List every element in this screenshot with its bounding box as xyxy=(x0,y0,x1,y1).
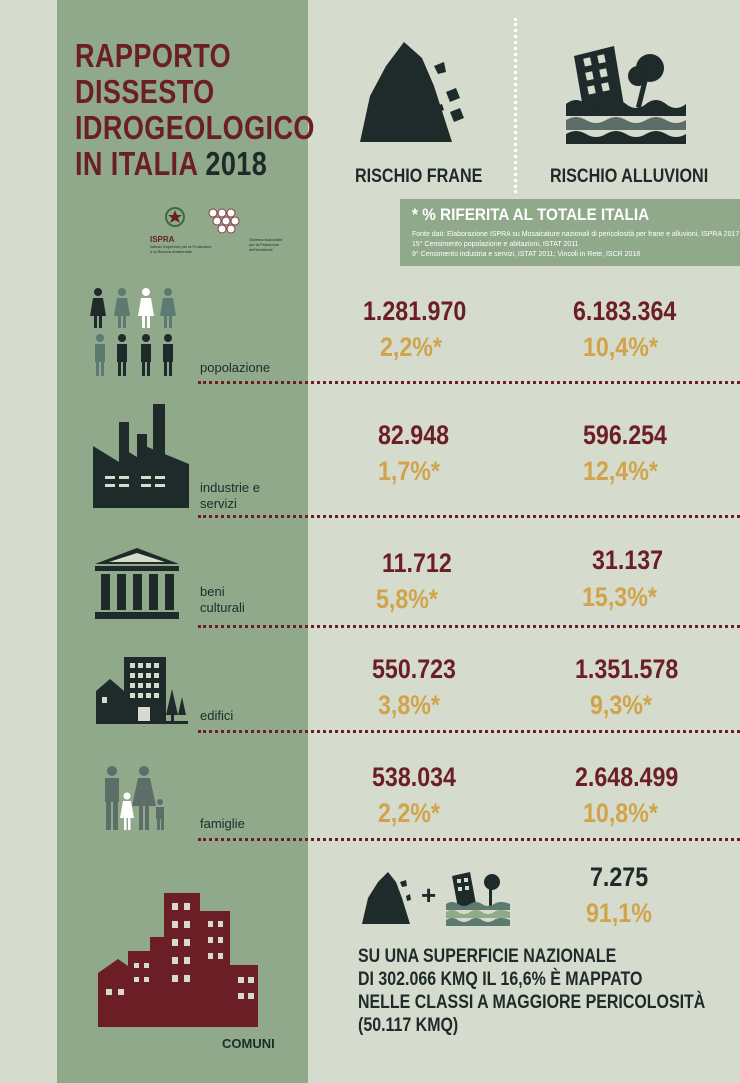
comuni-label: COMUNI xyxy=(222,1036,275,1051)
row-label-famiglie xyxy=(200,816,245,832)
frane-pct-beni: 5,8%* xyxy=(376,584,438,614)
title-line-3: IDROGEOLOGICO xyxy=(75,109,315,146)
alluvioni-value-beni: 31.137 xyxy=(592,545,664,575)
row-label-line: industrie e xyxy=(200,480,260,495)
frane-value-famiglie: 538.034 xyxy=(372,762,456,792)
column-header-frane: RISCHIO FRANE xyxy=(355,166,483,187)
alluvioni-pct-beni: 15,3%* xyxy=(582,582,657,612)
note-source-1: Fonte dati: Elaborazione ISPRA su Mosaicature nazionali di pericolosità per frane e alluvioni, ISPRA 2017 xyxy=(412,231,740,238)
ispra-name: ISPRA xyxy=(150,235,175,244)
title-line-1: RAPPORTO xyxy=(75,37,232,74)
frane-value-edifici: 550.723 xyxy=(372,654,456,684)
row-separator xyxy=(198,625,740,628)
row-separator xyxy=(198,730,740,733)
row-separator xyxy=(198,381,740,384)
row-label-line: culturali xyxy=(200,600,245,615)
title-year: 2018 xyxy=(205,145,268,182)
landslide-icon xyxy=(360,868,412,926)
factory-icon xyxy=(93,404,189,508)
row-label-line: edifici xyxy=(200,708,234,723)
temple-icon xyxy=(95,548,179,620)
ispra-sub-1: Istituto Superiore per la Protezione xyxy=(150,244,212,249)
flood-icon xyxy=(566,46,686,144)
summary-line-3: NELLE CLASSI A MAGGIORE PERICOLOSITÀ xyxy=(358,992,706,1013)
alluvioni-value-industrie: 596.254 xyxy=(583,420,667,450)
frane-value-popolazione: 1.281.970 xyxy=(363,296,467,326)
note-source-3: 9° Censimento industria e servizi, ISTAT 2011; Vincoli in Rete, ISCR 2018 xyxy=(412,251,641,258)
row-label-popolazione xyxy=(200,360,270,376)
summary-text xyxy=(358,945,711,1037)
row-separator xyxy=(198,515,740,518)
alluvioni-pct-edifici: 9,3%* xyxy=(590,690,652,720)
summary-line-1: SU UNA SUPERFICIE NAZIONALE xyxy=(358,946,617,967)
row-label-line: popolazione xyxy=(200,360,271,375)
alluvioni-pct-popolazione: 10,4%* xyxy=(583,332,658,362)
family-icon xyxy=(100,766,172,832)
row-label-line: famiglie xyxy=(200,816,245,831)
row-label-industrie xyxy=(200,480,260,512)
plus-sign: + xyxy=(421,880,437,910)
snpa-logo xyxy=(207,207,283,252)
ispra-sub-2: e la Ricerca Ambientale xyxy=(150,249,193,254)
row-separator xyxy=(198,838,740,841)
column-header-alluvioni: RISCHIO ALLUVIONI xyxy=(550,166,709,187)
title-line-4: IN ITALIA xyxy=(75,145,198,182)
alluvioni-pct-industrie: 12,4%* xyxy=(583,456,658,486)
alluvioni-value-popolazione: 6.183.364 xyxy=(573,296,677,326)
column-divider xyxy=(514,18,517,193)
row-label-line: servizi xyxy=(200,496,237,511)
alluvioni-value-edifici: 1.351.578 xyxy=(575,654,679,684)
snpa-sub-2: per la Protezione xyxy=(249,242,280,247)
frane-pct-popolazione: 2,2%* xyxy=(380,332,442,362)
city-icon xyxy=(88,893,260,1027)
frane-pct-famiglie: 2,2%* xyxy=(378,798,440,828)
note-source-2: 15° Censimento popolazione e abitazioni, ISTAT 2011 xyxy=(412,241,579,248)
row-label-edifici xyxy=(200,708,233,724)
row-label-line: beni xyxy=(200,584,225,599)
page-title xyxy=(75,37,315,182)
title-line-2: DISSESTO xyxy=(75,73,215,110)
frane-pct-edifici: 3,8%* xyxy=(378,690,440,720)
comuni-pct: 91,1% xyxy=(586,898,652,928)
people-icon xyxy=(88,286,180,378)
alluvioni-value-famiglie: 2.648.499 xyxy=(575,762,679,792)
snpa-logo-icon xyxy=(207,207,255,235)
snpa-sub-3: dell'Ambiente xyxy=(249,247,273,252)
ispra-logo xyxy=(150,206,212,254)
comuni-value: 7.275 xyxy=(590,862,649,892)
alluvioni-pct-famiglie: 10,8%* xyxy=(583,798,658,828)
frane-value-beni: 11.712 xyxy=(382,548,452,578)
summary-line-2: DI 302.066 KMQ IL 16,6% È MAPPATO xyxy=(358,969,643,990)
note-title: * % RIFERITA AL TOTALE ITALIA xyxy=(412,205,650,224)
buildings-icon xyxy=(96,655,188,725)
ispra-emblem-icon xyxy=(162,206,188,230)
flood-icon xyxy=(446,870,510,926)
row-label-beni xyxy=(200,584,245,616)
frane-pct-industrie: 1,7%* xyxy=(378,456,440,486)
snpa-sub-1: Sistema Nazionale xyxy=(249,237,283,242)
frane-value-industrie: 82.948 xyxy=(378,420,450,450)
landslide-icon xyxy=(352,36,472,146)
summary-line-4: (50.117 KMQ) xyxy=(358,1015,459,1036)
